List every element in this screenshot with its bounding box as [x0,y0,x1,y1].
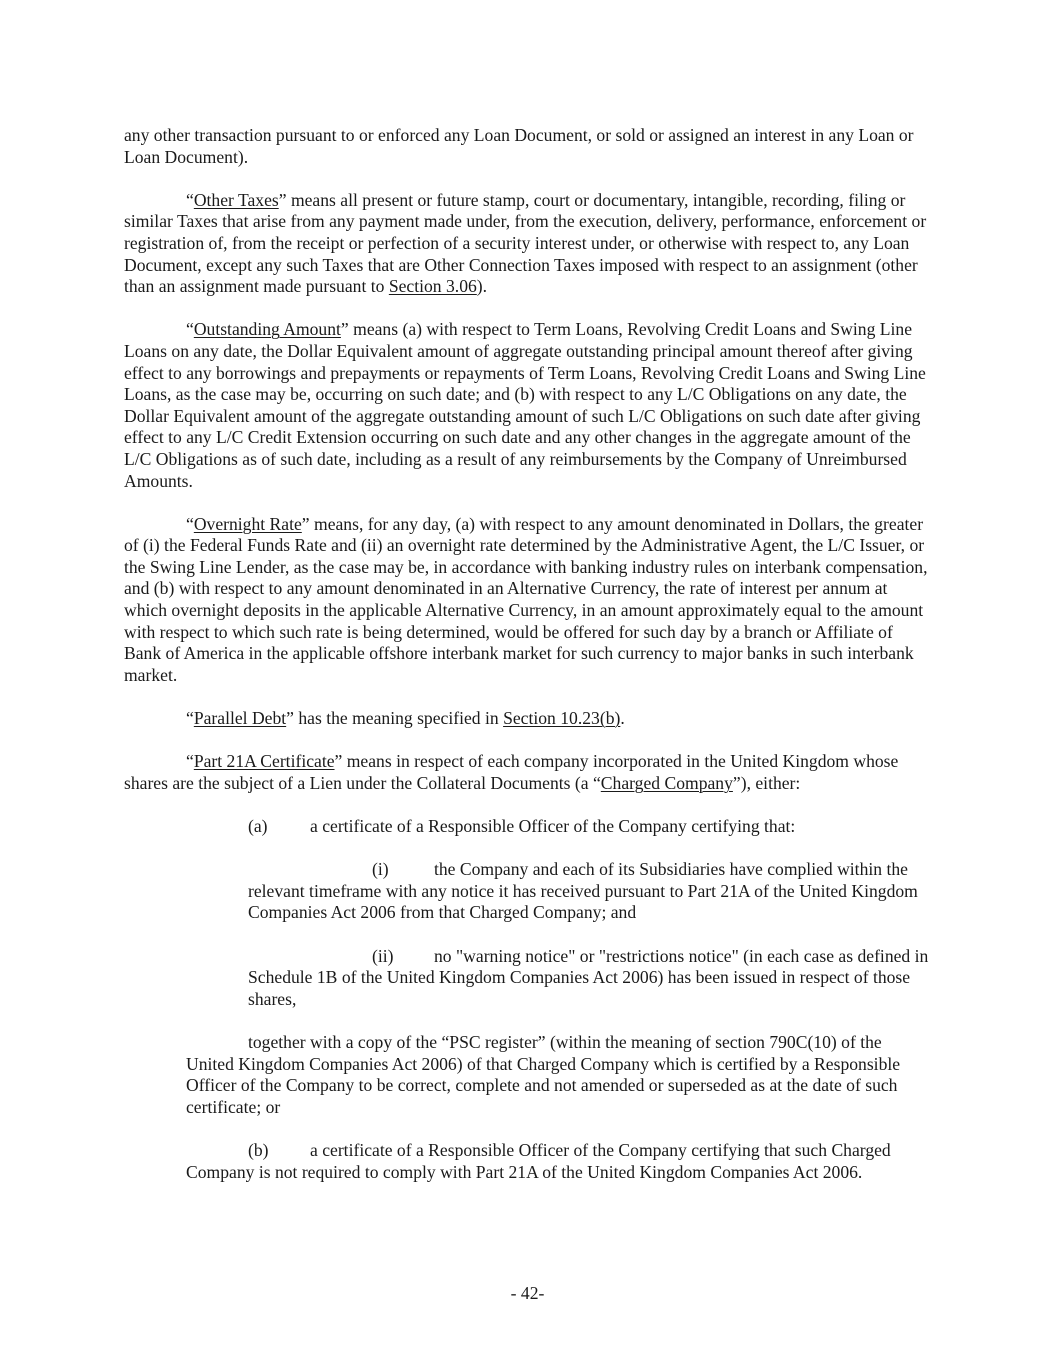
defined-term-part-21a-certificate: Part 21A Certificate [193,751,335,772]
document-page [124,125,932,1205]
together-paragraph: together with a copy of the “PSC register” (within the meaning of section 790C(10) of the United Kingdom Companies Act 2006) of that Charged Company which is certified by a Responsible Officer of the Company to be correct, complete and not amended or superseded as at the date of such certificate; or [186,1031,901,1117]
definition-parallel-debt: “Parallel Debt” has the meaning specified in Section 10.23(b). [186,708,625,729]
section-reference: Section 3.06 [388,276,477,297]
clause-label: (i) [372,859,389,880]
clause-a: (a) a certificate of a Responsible Officer of the Company certifying that: [248,816,796,836]
defined-term-parallel-debt: Parallel Debt [193,708,287,729]
continuation-paragraph: any other transaction pursuant to or enforced any Loan Document, or sold or assigned an interest in any Loan or Loan Document). [124,125,914,167]
definition-overnight-rate: “Overnight Rate” means, for any day, (a) with respect to any amount denominated in Dollars, the greater of (i) the Federal Funds Rate and (ii) an overnight rate determined by the Administrative Agent, the L/C Issuer, or the Swing Line Lender, as the case may be, in accordance with banking industry rules on interbank compensation, and (b) with respect to any amount denominated in an Alternative Currency, the rate of interest per annum at which overnight deposits in the applicable Alternative Currency, in an amount approximately equal to the amount with respect to which such rate is being determined, would be offered for such day by a branch or Affiliate of Bank of America in the applicable offshore interbank market for such currency to major banks in such interbank market. [124,513,928,685]
clause-label: (a) [248,816,268,836]
clause-label: (ii) [372,945,394,966]
definition-outstanding-amount: “Outstanding Amount” means (a) with respect to Term Loans, Revolving Credit Loans and Swing Line Loans on any date, the Dollar Equivalent amount of aggregate outstanding principal amount thereof after giving effect to any borrowings and prepayments or repayments of Term Loans, Revolving Credit Loans and Swing Line Loans, as the case may be, occurring on such date; and (b) with respect to any L/C Obligations on any date, the Dollar Equivalent amount of the aggregate outstanding amount of such L/C Obligations on such date after giving effect to any L/C Credit Extension occurring on such date and any other changes in the aggregate amount of the L/C Obligations as of such date, including as a result of any reimbursements by the Company of Unreimbursed Amounts. [124,319,926,491]
page-number: - 42- [510,1283,545,1303]
clause-i: (i) the Company and each of its Subsidiaries have complied within the relevant timeframe with any notice it has received pursuant to Part 21A of the United Kingdom Companies Act 2006 from that Charged Company; and [248,859,918,923]
defined-term-other-taxes: Other Taxes [193,189,279,210]
defined-term-overnight-rate: Overnight Rate [193,513,302,534]
clause-ii: (ii) no "warning notice" or "restrictions notice" (in each case as defined in Schedule 1B of the United Kingdom Companies Act 2006) has been issued in respect of those shares, [248,945,929,1009]
definition-part-21a-certificate: “Part 21A Certificate” means in respect of each company incorporated in the United Kingdom whose shares are the subject of a Lien under the Collateral Documents (a “Charged Company”), either: [124,751,899,793]
definition-other-taxes: “Other Taxes” means all present or future stamp, court or documentary, intangible, recording, filing or similar Taxes that arise from any payment made under, from the execution, delivery, performance, enforcement or registration of, from the receipt or perfection of a security interest under, or otherwise with respect to, any Loan Document, except any such Taxes that are Other Connection Taxes imposed with respect to an assignment (other than an assignment made pursuant to Section 3.06). [124,189,927,297]
defined-term-charged-company: Charged Company [600,772,733,793]
defined-term-outstanding-amount: Outstanding Amount [193,319,341,340]
clause-b: (b) a certificate of a Responsible Officer of the Company certifying that such Charged Company is not required to comply with Part 21A of the United Kingdom Companies Act 2006. [186,1139,891,1182]
clause-label: (b) [248,1139,269,1160]
section-reference: Section 10.23(b) [503,708,621,729]
